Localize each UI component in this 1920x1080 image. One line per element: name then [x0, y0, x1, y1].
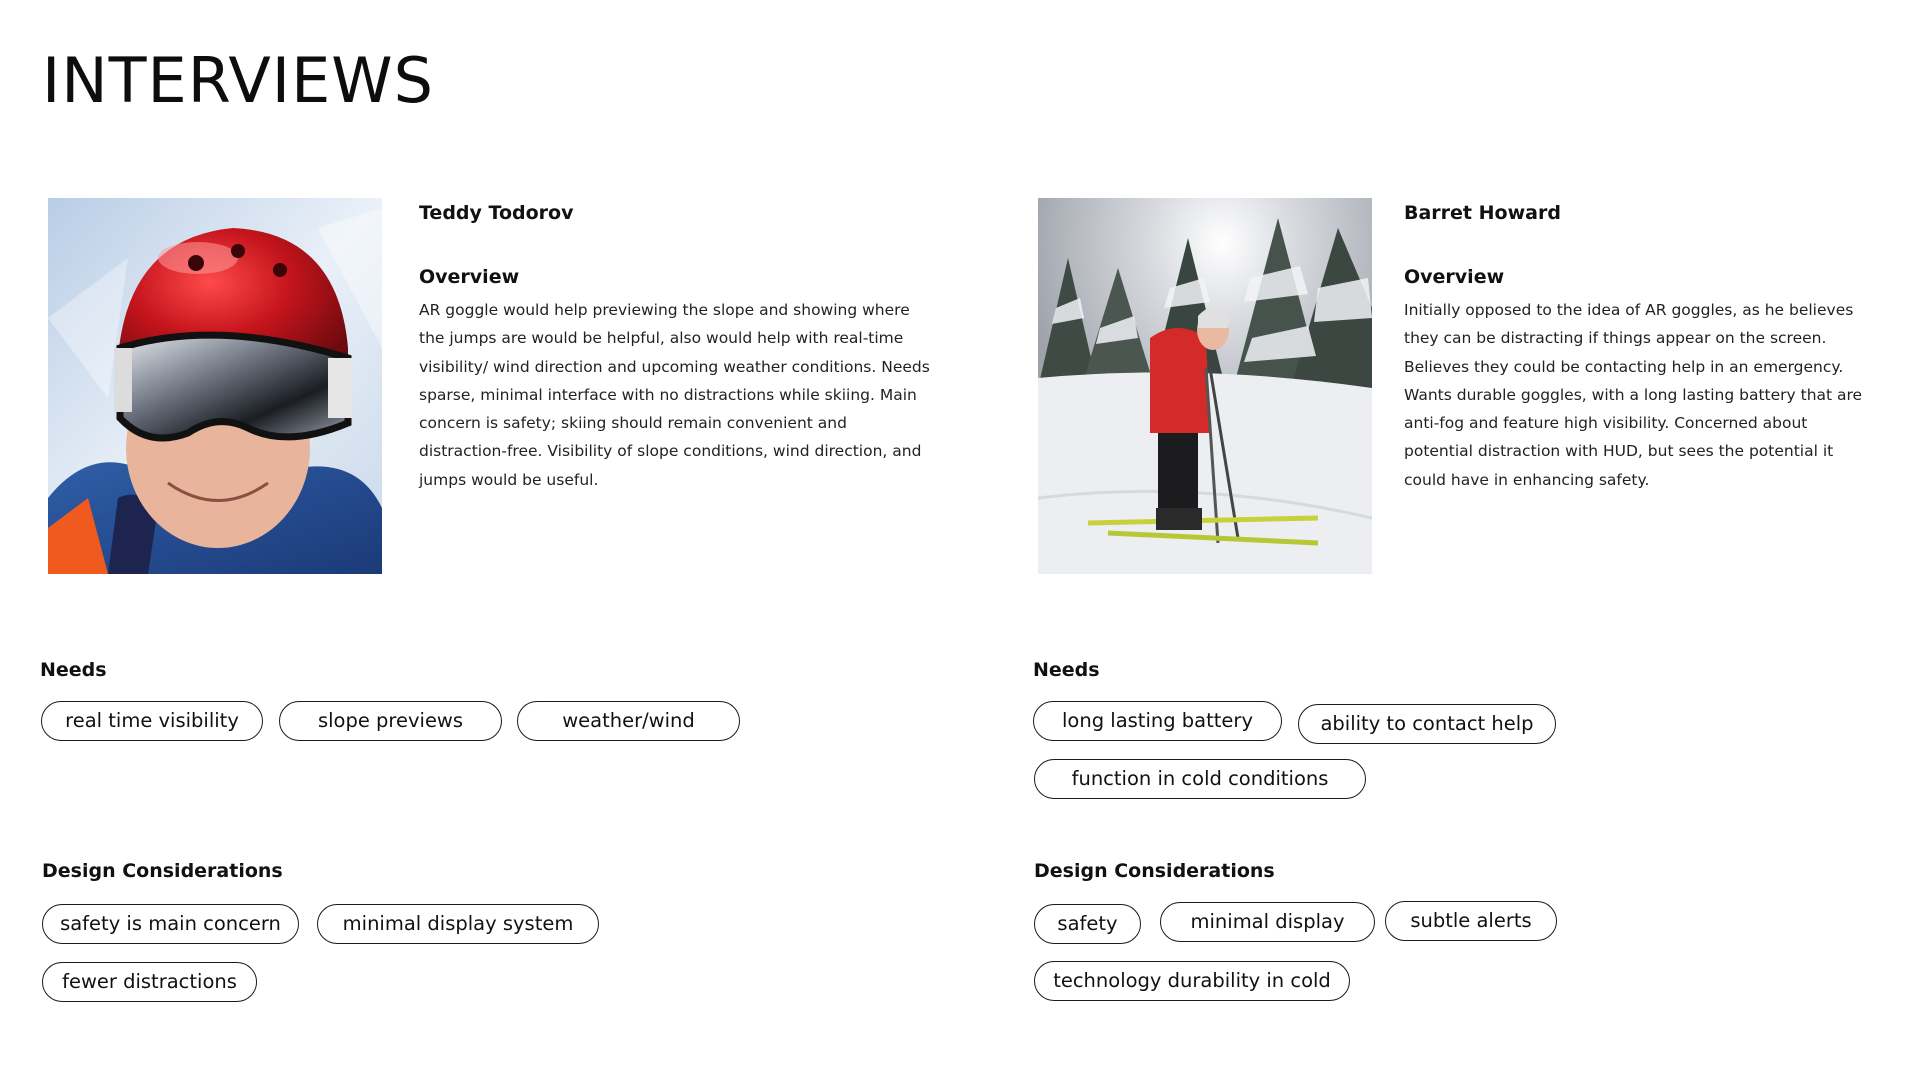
overview-heading: Overview — [1404, 266, 1505, 288]
page-title: INTERVIEWS — [42, 44, 434, 117]
need-tag: real time visibility — [41, 701, 263, 741]
helmet-portrait-image — [48, 198, 382, 574]
design-tag: technology durability in cold — [1034, 961, 1350, 1001]
design-tag: fewer distractions — [42, 962, 257, 1002]
design-tag: safety is main concern — [42, 904, 299, 944]
overview-text: AR goggle would help previewing the slope and showing where the jumps are would be helpful, also would help with real-time visibility/ wind direction and upcoming weather conditions. Needs sparse, minimal interface with no distractions while skiing. Main concern is safety; skiing should remain convenient and distraction-free. Visibility of slope conditions, wind direction, and jumps would be useful. — [419, 301, 930, 489]
interviewee-photo-teddy — [48, 198, 382, 574]
needs-heading: Needs — [40, 659, 107, 681]
need-tag: function in cold conditions — [1034, 759, 1366, 799]
design-tag: minimal display — [1160, 902, 1375, 942]
interviewee-info-teddy — [419, 200, 939, 494]
need-tag: weather/wind — [517, 701, 740, 741]
design-tag: safety — [1034, 904, 1141, 944]
interviewee-name: Teddy Todorov — [419, 202, 574, 224]
overview-heading: Overview — [419, 266, 520, 288]
skier-on-slope-image — [1038, 198, 1372, 574]
design-tag: subtle alerts — [1385, 901, 1557, 941]
design-considerations-heading: Design Considerations — [1034, 860, 1275, 882]
interviewee-name: Barret Howard — [1404, 202, 1561, 224]
interviewee-photo-barret — [1038, 198, 1372, 574]
needs-heading: Needs — [1033, 659, 1100, 681]
need-tag: ability to contact help — [1298, 704, 1556, 744]
interviewee-info-barret — [1404, 200, 1864, 494]
design-considerations-heading: Design Considerations — [42, 860, 283, 882]
design-tag: minimal display system — [317, 904, 599, 944]
need-tag: long lasting battery — [1033, 701, 1282, 741]
overview-text: Initially opposed to the idea of AR goggles, as he believes they can be distracting if things appear on the screen. Believes they could be contacting help in an emergency. Wants durable goggles, with a long lasting battery that are anti-fog and feature high visibility. Concerned about potential distraction with HUD, but sees the potential it could have in enhancing safety. — [1404, 301, 1863, 489]
need-tag: slope previews — [279, 701, 502, 741]
